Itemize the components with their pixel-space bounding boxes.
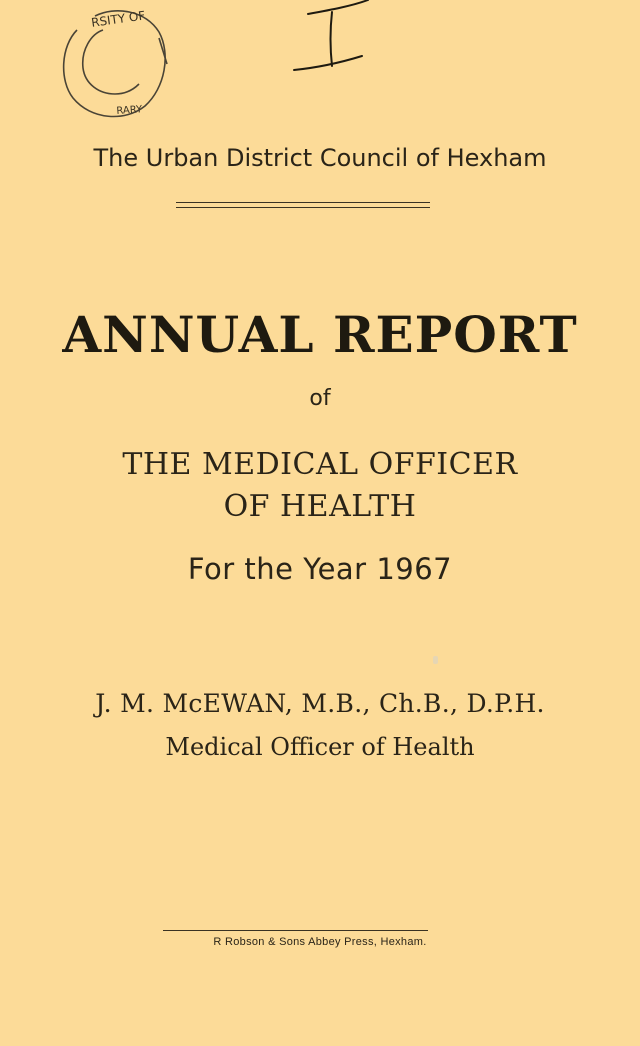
library-stamp bbox=[55, 2, 175, 124]
paper-speck bbox=[433, 656, 438, 664]
council-name: The Urban District Council of Hexham bbox=[93, 144, 547, 172]
author-name: J. M. McEWAN, M.B., Ch.B., D.P.H. bbox=[95, 689, 545, 718]
report-title: ANNUAL REPORT bbox=[62, 305, 578, 364]
handwritten-mark bbox=[280, 0, 376, 76]
stamp-bottom-text: RARY bbox=[116, 104, 143, 118]
stamp-top-text: RSITY OF bbox=[90, 8, 147, 30]
author-role: Medical Officer of Health bbox=[165, 733, 475, 761]
officer-heading bbox=[0, 444, 640, 528]
connector-text: of bbox=[309, 386, 331, 411]
report-year: For the Year 1967 bbox=[187, 552, 453, 586]
officer-line-2: OF HEALTH bbox=[223, 489, 417, 524]
printer-imprint: R Robson & Sons Abbey Press, Hexham. bbox=[213, 936, 427, 948]
double-divider bbox=[176, 202, 430, 208]
officer-line-1: THE MEDICAL OFFICER bbox=[122, 447, 518, 482]
printer-divider bbox=[163, 930, 428, 931]
